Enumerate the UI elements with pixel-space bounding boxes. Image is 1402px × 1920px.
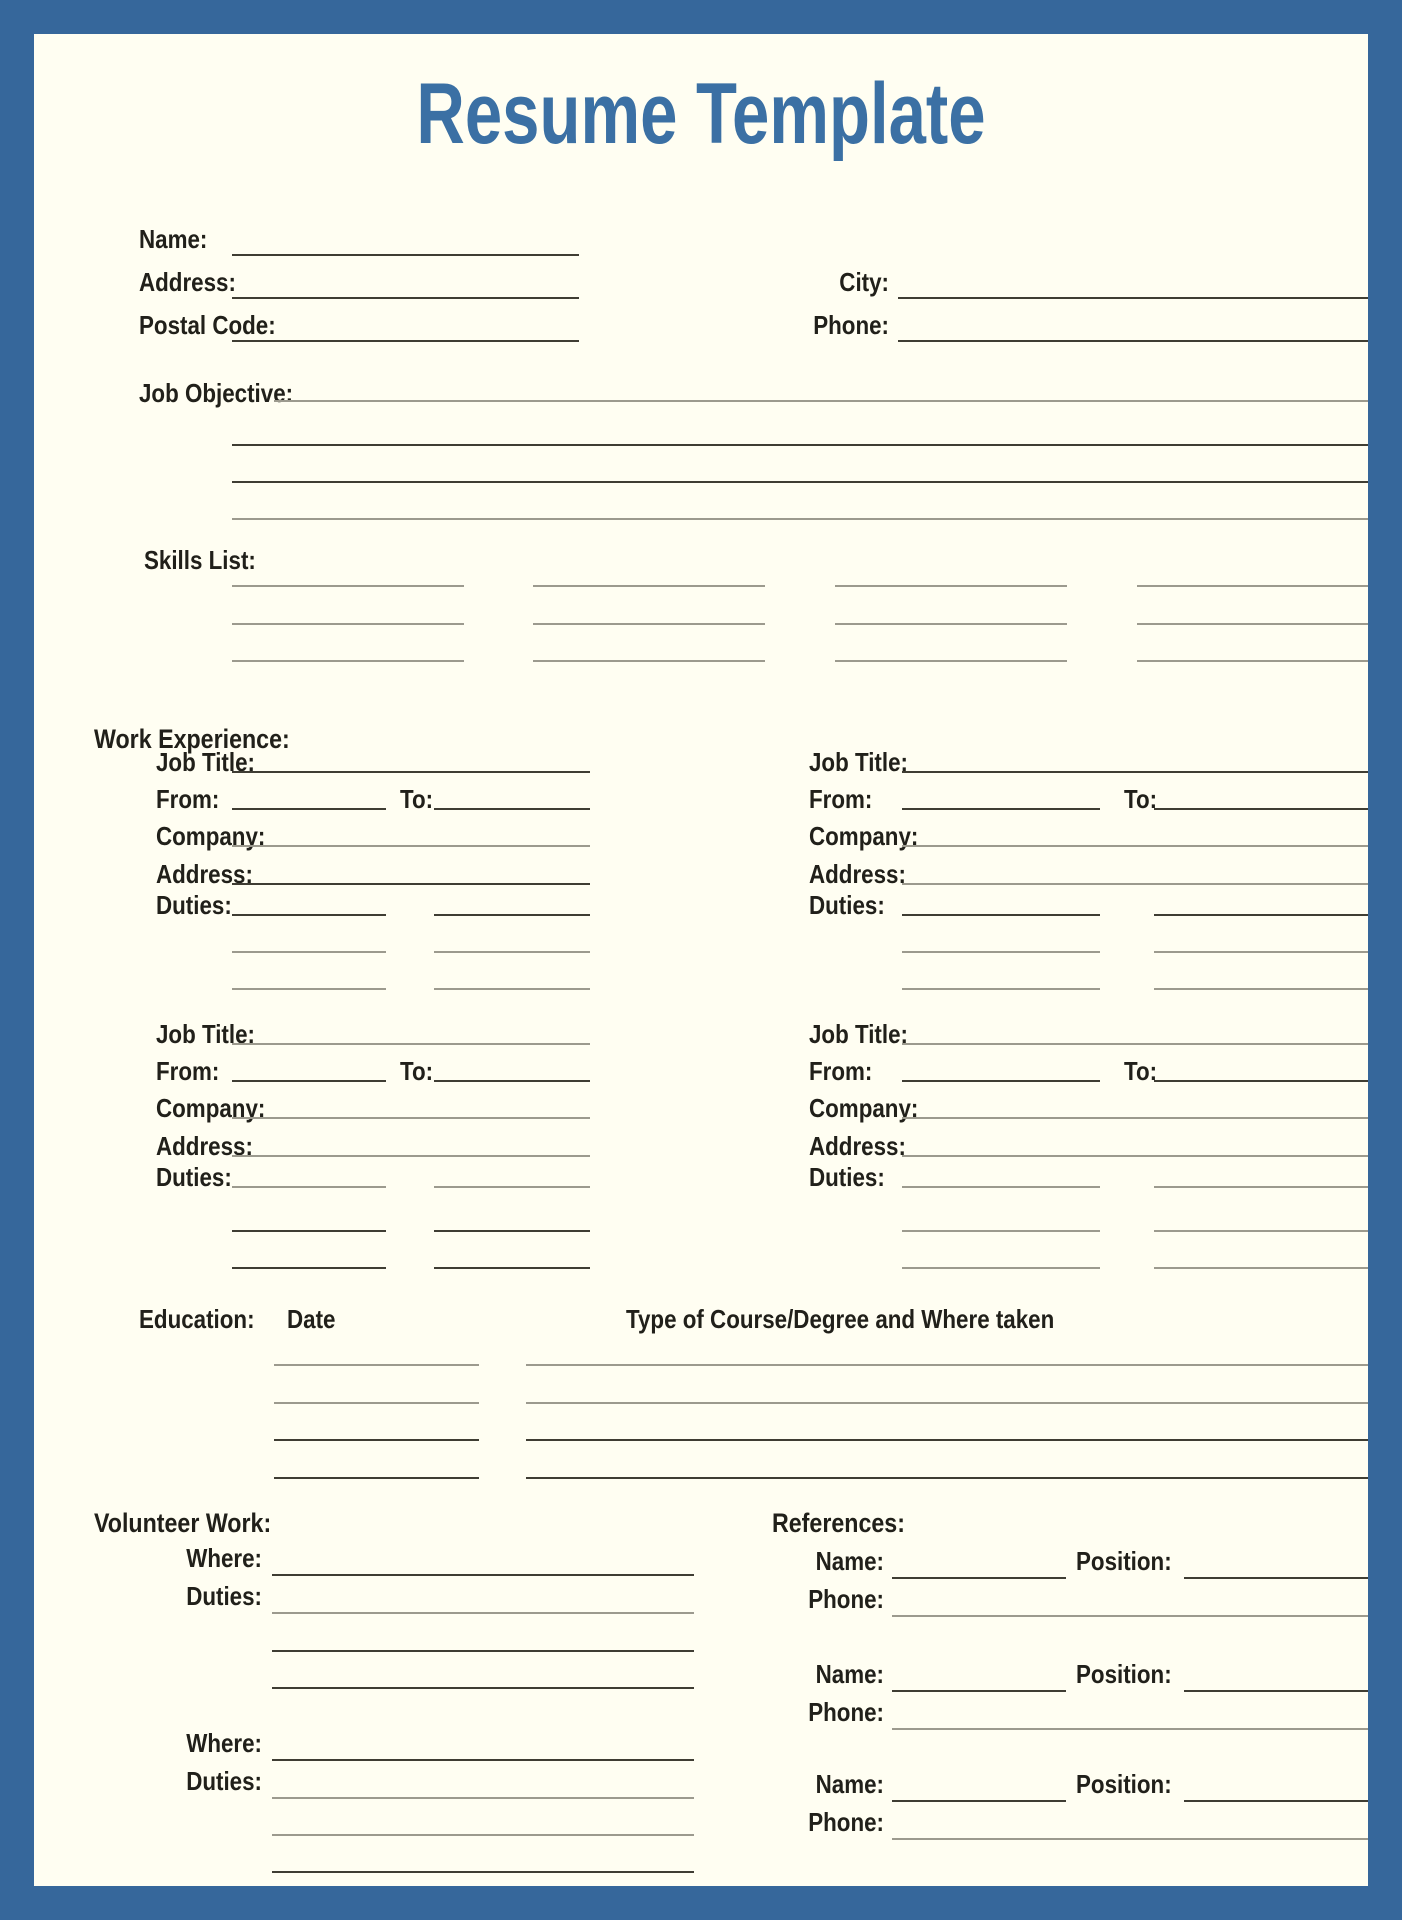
volunteer-duties-line [272, 1687, 694, 1689]
duties-line [232, 1230, 386, 1232]
company-label: Company: [809, 1093, 919, 1123]
to-label: To: [1124, 1056, 1158, 1086]
reference-position-label: Position: [1076, 1546, 1172, 1576]
from-label: From: [156, 1056, 220, 1086]
duties-line [434, 951, 590, 953]
skill-line [1137, 623, 1368, 625]
to-label: To: [400, 1056, 434, 1086]
education-date-line [274, 1439, 479, 1441]
education-date-line [274, 1402, 479, 1404]
volunteer-duties-line [272, 1612, 694, 1614]
address-line [902, 883, 1368, 885]
from-line [232, 808, 386, 810]
job-title-label: Job Title: [809, 747, 908, 777]
volunteer-duties-line [272, 1871, 694, 1873]
address-line [232, 883, 590, 885]
duties-line [434, 1230, 590, 1232]
skills-list-label: Skills List: [144, 545, 256, 575]
postal-code-label: Postal Code: [139, 310, 276, 340]
company-label: Company: [809, 821, 919, 851]
duties-line [902, 988, 1100, 990]
address-label: Address: [809, 1131, 906, 1161]
phone-field-line [898, 340, 1368, 342]
city-label: City: [839, 267, 889, 297]
company-line [232, 845, 590, 847]
to-line [1154, 808, 1368, 810]
to-label: To: [400, 784, 434, 814]
reference-phone-label: Phone: [808, 1807, 884, 1837]
job-objective-line [232, 444, 1368, 446]
reference-phone-line [892, 1728, 1368, 1730]
duties-line [434, 914, 590, 916]
duties-line [902, 914, 1100, 916]
reference-name-line [892, 1690, 1066, 1692]
duties-line [902, 1267, 1100, 1269]
city-field-line [898, 297, 1368, 299]
volunteer-where-label: Where: [186, 1543, 262, 1573]
reference-phone-label: Phone: [808, 1697, 884, 1727]
from-label: From: [156, 784, 220, 814]
skill-line [835, 585, 1067, 587]
duties-line [1154, 914, 1368, 916]
skill-line [1137, 585, 1368, 587]
duties-line [232, 1186, 386, 1188]
skill-line [533, 623, 765, 625]
duties-line [902, 1186, 1100, 1188]
education-date-line [274, 1477, 479, 1479]
work-experience-label: Work Experience: [94, 724, 290, 754]
job-objective-line [274, 400, 1368, 402]
address-label: Address: [156, 1131, 253, 1161]
reference-phone-line [892, 1615, 1368, 1617]
paper-sheet [34, 34, 1368, 1886]
education-course-line [526, 1402, 1368, 1404]
skill-line [232, 660, 464, 662]
reference-phone-label: Phone: [808, 1584, 884, 1614]
job-objective-line [232, 481, 1368, 483]
education-label: Education: [139, 1304, 255, 1334]
reference-phone-line [892, 1838, 1368, 1840]
volunteer-where-label: Where: [186, 1728, 262, 1758]
company-line [902, 845, 1368, 847]
job-title-line [232, 771, 590, 773]
education-course-line [526, 1439, 1368, 1441]
education-date-header: Date [287, 1304, 336, 1334]
duties-label: Duties: [809, 890, 885, 920]
job-title-label: Job Title: [156, 1019, 255, 1049]
reference-name-label: Name: [815, 1659, 884, 1689]
duties-line [232, 988, 386, 990]
to-line [434, 1080, 590, 1082]
education-date-line [274, 1364, 479, 1366]
company-label: Company: [156, 821, 266, 851]
education-course-line [526, 1477, 1368, 1479]
name-field-line [232, 254, 579, 256]
skill-line [232, 623, 464, 625]
from-line [902, 1080, 1100, 1082]
volunteer-where-line [272, 1759, 694, 1761]
duties-line [434, 1186, 590, 1188]
duties-line [1154, 951, 1368, 953]
skill-line [1137, 660, 1368, 662]
company-line [232, 1117, 590, 1119]
reference-name-label: Name: [815, 1546, 884, 1576]
address-label: Address: [139, 267, 236, 297]
duties-label: Duties: [156, 890, 232, 920]
reference-position-label: Position: [1076, 1769, 1172, 1799]
from-label: From: [809, 784, 873, 814]
skill-line [533, 660, 765, 662]
volunteer-duties-line [272, 1797, 694, 1799]
address-line [232, 1155, 590, 1157]
job-title-label: Job Title: [809, 1019, 908, 1049]
volunteer-duties-label: Duties: [186, 1581, 262, 1611]
skill-line [835, 660, 1067, 662]
address-line [902, 1155, 1368, 1157]
duties-line [232, 914, 386, 916]
volunteer-where-line [272, 1574, 694, 1576]
duties-line [232, 1267, 386, 1269]
reference-position-label: Position: [1076, 1659, 1172, 1689]
reference-position-line [1184, 1690, 1368, 1692]
to-line [434, 808, 590, 810]
duties-line [1154, 1267, 1368, 1269]
company-label: Company: [156, 1093, 266, 1123]
duties-label: Duties: [156, 1162, 232, 1192]
address-field-line [232, 297, 579, 299]
skill-line [835, 623, 1067, 625]
company-line [902, 1117, 1368, 1119]
volunteer-duties-line [272, 1834, 694, 1836]
from-label: From: [809, 1056, 873, 1086]
reference-name-line [892, 1800, 1066, 1802]
reference-position-line [1184, 1800, 1368, 1802]
name-label: Name: [139, 224, 208, 254]
volunteer-work-label: Volunteer Work: [94, 1508, 272, 1538]
job-objective-line [232, 518, 1368, 520]
skill-line [533, 585, 765, 587]
duties-line [902, 951, 1100, 953]
from-line [232, 1080, 386, 1082]
postal-code-field-line [232, 340, 579, 342]
duties-line [1154, 1186, 1368, 1188]
duties-label: Duties: [809, 1162, 885, 1192]
volunteer-duties-line [272, 1650, 694, 1652]
reference-name-line [892, 1577, 1066, 1579]
job-title-line [902, 771, 1368, 773]
duties-line [1154, 1230, 1368, 1232]
job-title-label: Job Title: [156, 747, 255, 777]
job-title-line [232, 1043, 590, 1045]
to-label: To: [1124, 784, 1158, 814]
volunteer-duties-label: Duties: [186, 1766, 262, 1796]
job-title-line [902, 1043, 1368, 1045]
duties-line [902, 1230, 1100, 1232]
reference-name-label: Name: [815, 1769, 884, 1799]
page-title: Resume Template [416, 66, 986, 162]
address-label: Address: [809, 859, 906, 889]
references-label: References: [772, 1508, 905, 1538]
reference-position-line [1184, 1577, 1368, 1579]
skill-line [232, 585, 464, 587]
duties-line [434, 1267, 590, 1269]
duties-line [434, 988, 590, 990]
duties-line [1154, 988, 1368, 990]
phone-label: Phone: [813, 310, 889, 340]
duties-line [232, 951, 386, 953]
from-line [902, 808, 1100, 810]
education-course-header: Type of Course/Degree and Where taken [626, 1304, 1055, 1334]
job-objective-label: Job Objective: [139, 378, 294, 408]
education-course-line [526, 1364, 1368, 1366]
to-line [1154, 1080, 1368, 1082]
address-label: Address: [156, 859, 253, 889]
